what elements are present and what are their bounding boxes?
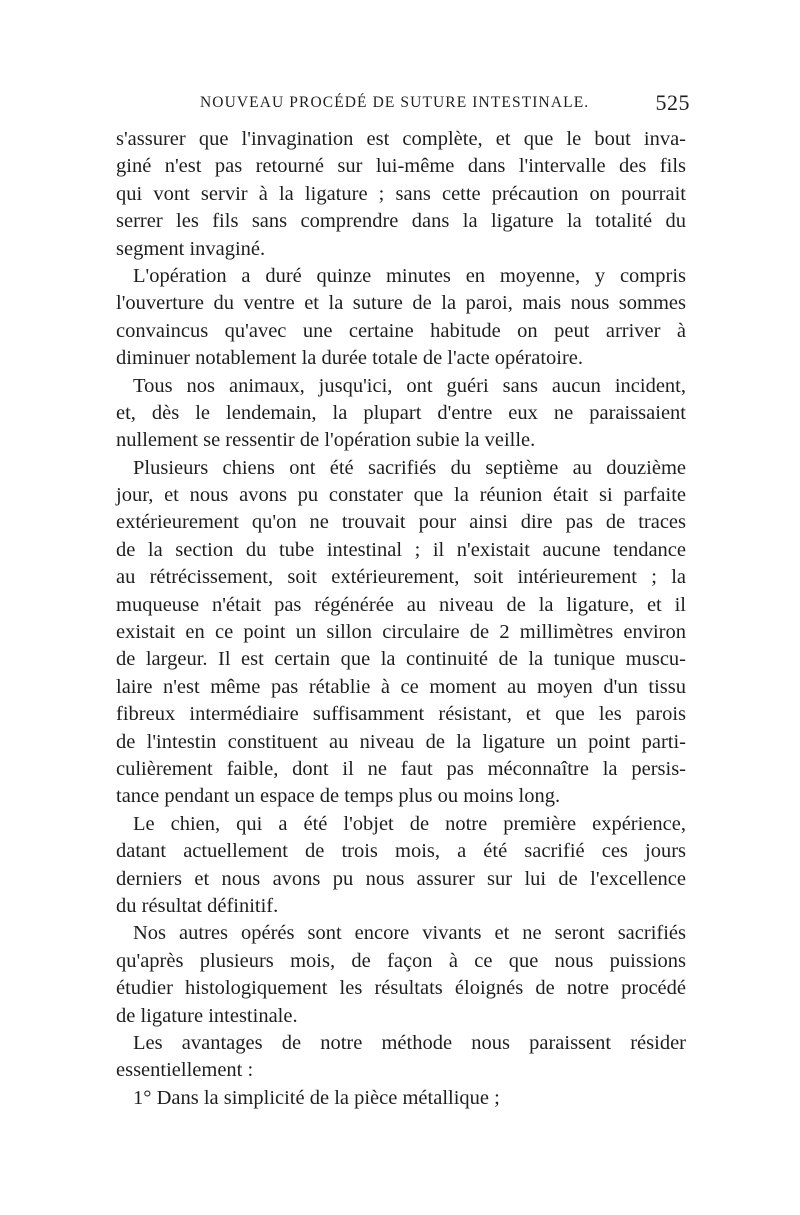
text-line: serrer les fils sans comprendre dans la ligature la totalité du: [116, 210, 686, 233]
text-line: essentiellement :: [116, 1059, 254, 1082]
paragraph-start-line: L'opération a duré quinze minutes en moyenne, y compris: [133, 264, 686, 287]
text-line: qu'après plusieurs mois, de façon à ce que nous puissions: [116, 949, 686, 972]
running-title: NOUVEAU PROCÉDÉ DE SUTURE INTESTINALE.: [200, 94, 590, 111]
text-line: étudier histologiquement les résultats éloignés de notre procédé: [116, 977, 686, 1000]
text-line: derniers et nous avons pu nous assurer sur lui de l'excellence: [116, 867, 686, 890]
text-line: giné n'est pas retourné sur lui-même dans l'intervalle des fils: [116, 155, 686, 178]
text-line: l'ouverture du ventre et la suture de la paroi, mais nous sommes: [116, 292, 686, 315]
paragraph-start-line: Tous nos animaux, jusqu'ici, ont guéri sans aucun incident,: [133, 374, 686, 397]
text-line: au rétrécissement, soit extérieurement, soit intérieurement ; la: [116, 566, 686, 589]
text-line: de l'intestin constituent au niveau de la ligature un point parti-: [116, 730, 686, 753]
text-line: datant actuellement de trois mois, a été sacrifié ces jours: [116, 840, 686, 863]
text-line: du résultat définitif.: [116, 894, 279, 917]
text-line: laire n'est même pas rétablie à ce moment au moyen d'un tissu: [116, 675, 686, 698]
text-line: qui vont servir à la ligature ; sans cette précaution on pourrait: [116, 182, 686, 205]
text-line: s'assurer que l'invagination est complète, et que le bout inva-: [116, 128, 686, 150]
text-line: de ligature intestinale.: [116, 1004, 298, 1027]
text-line: jour, et nous avons pu constater que la réunion était si parfaite: [116, 484, 686, 507]
text-line: diminuer notablement la durée totale de l'acte opératoire.: [116, 347, 584, 370]
text-line: convaincus qu'avec une certaine habitude on peut arriver à: [116, 319, 686, 342]
list-item-line: 1° Dans la simplicité de la pièce métallique ;: [133, 1086, 500, 1109]
text-line: et, dès le lendemain, la plupart d'entre eux ne paraissaient: [116, 401, 686, 424]
text-line: de la section du tube intestinal ; il n'existait aucune tendance: [116, 538, 686, 561]
text-line: culièrement faible, dont il ne faut pas méconnaître la persis-: [116, 757, 686, 780]
text-line: existait en ce point un sillon circulaire de 2 millimètres environ: [116, 621, 686, 644]
text-line: de largeur. Il est certain que la continuité de la tunique muscu-: [116, 648, 686, 671]
text-line: nullement se ressentir de l'opération subie la veille.: [116, 429, 536, 452]
paragraph-start-line: Le chien, qui a été l'objet de notre première expérience,: [133, 812, 686, 835]
text-line: segment invaginé.: [116, 237, 266, 260]
body-text: [116, 126, 686, 1112]
paragraph-start-line: Nos autres opérés sont encore vivants et ne seront sacrifiés: [133, 922, 686, 945]
running-head: [116, 90, 690, 120]
text-line: extérieurement qu'on ne trouvait pour ainsi dire pas de traces: [116, 511, 686, 534]
paragraph-start-line: Plusieurs chiens ont été sacrifiés du septième au douzième: [133, 456, 686, 479]
text-line: fibreux intermédiaire suffisamment résistant, et que les parois: [116, 703, 686, 726]
paragraph-start-line: Les avantages de notre méthode nous paraissent résider: [133, 1031, 686, 1054]
page-number: 525: [655, 90, 690, 115]
text-line: tance pendant un espace de temps plus ou moins long.: [116, 785, 561, 808]
text-line: muqueuse n'était pas régénérée au niveau de la ligature, et il: [116, 593, 686, 616]
